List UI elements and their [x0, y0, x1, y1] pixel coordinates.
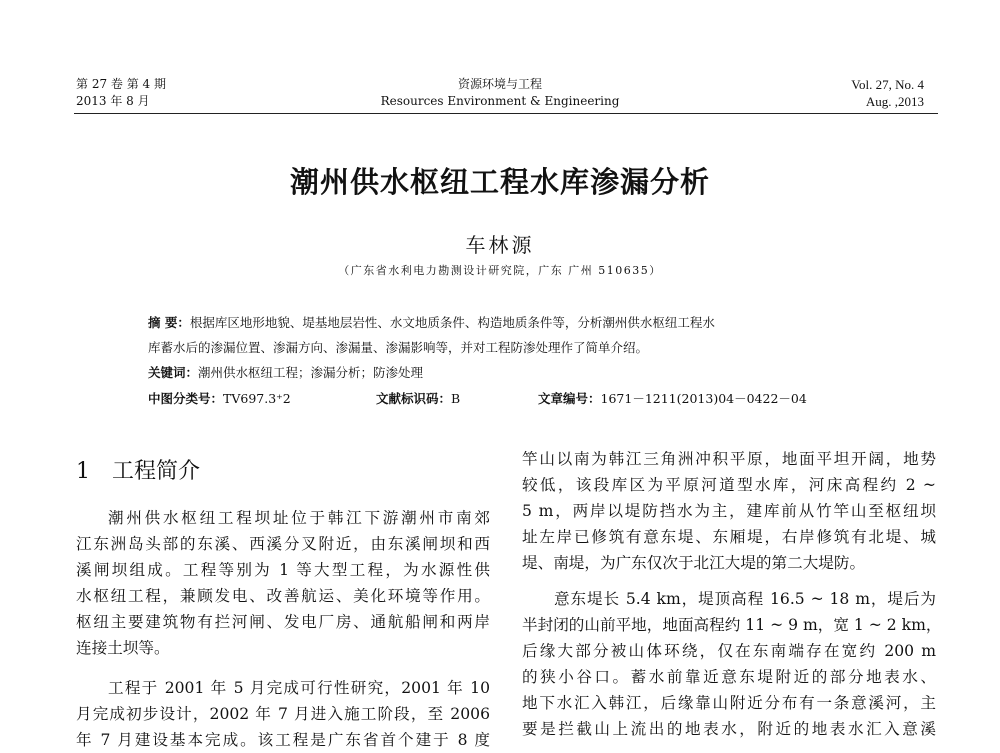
keywords: [148, 365, 423, 381]
journal-name: [0, 76, 1000, 110]
abstract-text-2: 库蓄水后的渗漏位置、渗漏方向、渗漏量、渗漏影响等，并对工程防渗处理作了简单介绍。: [148, 340, 649, 355]
clc-value: TV697.3⁺2: [223, 391, 291, 406]
body-line: 年 7 月建设基本完成。该工程是广东省首个建于 8 度: [76, 731, 490, 749]
body-line: 址左岸已修筑有意东堤、东厢堤，右岸修筑有北堤、城: [522, 528, 936, 546]
section-heading: [76, 459, 200, 485]
abstract-line-2: [148, 340, 648, 356]
body-line: 的狭小谷口。蓄水前靠近意东堤附近的部分地表水、: [522, 668, 936, 686]
header-rule: [74, 113, 938, 114]
body-line: 意东堤长 5.4 km，堤顶高程 16.5 ~ 18 m，堤后为: [554, 590, 936, 608]
journal-name-chinese: 资源环境与工程: [457, 77, 542, 91]
keywords-text: 潮州供水枢纽工程；渗漏分析；防渗处理: [198, 365, 424, 380]
left-column: [76, 505, 490, 753]
journal-volume-english: Vol. 27, No. 4: [851, 77, 924, 92]
body-line: 工程于 2001 年 5 月完成可行性研究，2001 年 10: [108, 679, 490, 697]
article-number-value: 1671－1211(2013)04－0422－04: [600, 391, 807, 406]
journal-volume-issue: 第 27 卷 第 4 期: [76, 77, 166, 91]
abstract-text-1: 根据库区地形地貌、堤基地层岩性、水文地质条件、构造地质条件等，分析潮州供水枢纽工程水: [189, 315, 715, 330]
author-affiliation: （广东省水利电力勘测设计研究院，广东 广州 510635）: [338, 264, 662, 277]
body-line: 枢纽主要建筑物有拦河闸、发电厂房、通航船闸和两岸: [76, 613, 490, 631]
body-line: 后缘大部分被山体环绕，仅在东南端存在宽约 200 m: [522, 642, 936, 660]
body-line: 半封闭的山前平地，地面高程约 11 ~ 9 m，宽 1 ~ 2 km，: [522, 616, 942, 634]
paper-title: 潮州供水枢纽工程水库渗漏分析: [289, 165, 710, 199]
clc-number: [148, 391, 291, 407]
body-line: 地下水汇入韩江，后缘靠山附近分布有一条意溪河，主: [522, 694, 936, 712]
doc-code-value: B: [451, 391, 461, 406]
doc-code-label: 文献标识码：: [376, 391, 452, 406]
journal-name-english: Resources Environment & Engineering: [380, 94, 620, 108]
body-line: 5 m，两岸以堤防挡水为主，建库前从竹竿山至枢纽坝: [522, 502, 936, 520]
journal-date-english: Aug. ,2013: [865, 94, 924, 109]
section-title: 工程简介: [112, 459, 201, 484]
article-number-label: 文章编号：: [538, 391, 601, 406]
body-line: 连接土坝等。: [76, 639, 170, 657]
body-line: 水枢纽工程，兼顾发电、改善航运、美化环境等作用。: [76, 587, 490, 605]
body-line: 堤、南堤，为广东仅次于北江大堤的第二大堤防。: [522, 554, 866, 572]
keywords-label: 关键词：: [148, 365, 199, 380]
abstract-line-1: [148, 315, 715, 331]
body-line: 要是拦截山上流出的地表水，附近的地表水汇入意溪: [522, 720, 936, 738]
body-line: 江东洲岛头部的东溪、西溪分叉附近，由东溪闸坝和西: [76, 535, 490, 553]
paper-author: 车林源: [465, 233, 535, 257]
section-number: 1: [76, 459, 90, 484]
body-line: 月完成初步设计，2002 年 7 月进入施工阶段，至 2006: [76, 705, 490, 723]
body-line: 较低，该段库区为平原河道型水库，河床高程约 2 ~: [522, 476, 936, 494]
clc-label: 中图分类号：: [148, 391, 224, 406]
journal-date: 2013 年 8 月: [76, 94, 150, 108]
body-line: 竿山以南为韩江三角洲冲积平原，地面平坦开阔，地势: [522, 450, 936, 468]
body-line: 潮州供水枢纽工程坝址位于韩江下游潮州市南郊: [108, 509, 490, 527]
journal-issue-info-english: [851, 76, 924, 110]
article-number: [538, 391, 807, 407]
body-line: 溪闸坝组成。工程等别为 1 等大型工程，为水源性供: [76, 561, 490, 579]
document-code: [376, 391, 460, 407]
abstract-label: 摘 要：: [148, 315, 190, 330]
right-column: [522, 446, 942, 742]
